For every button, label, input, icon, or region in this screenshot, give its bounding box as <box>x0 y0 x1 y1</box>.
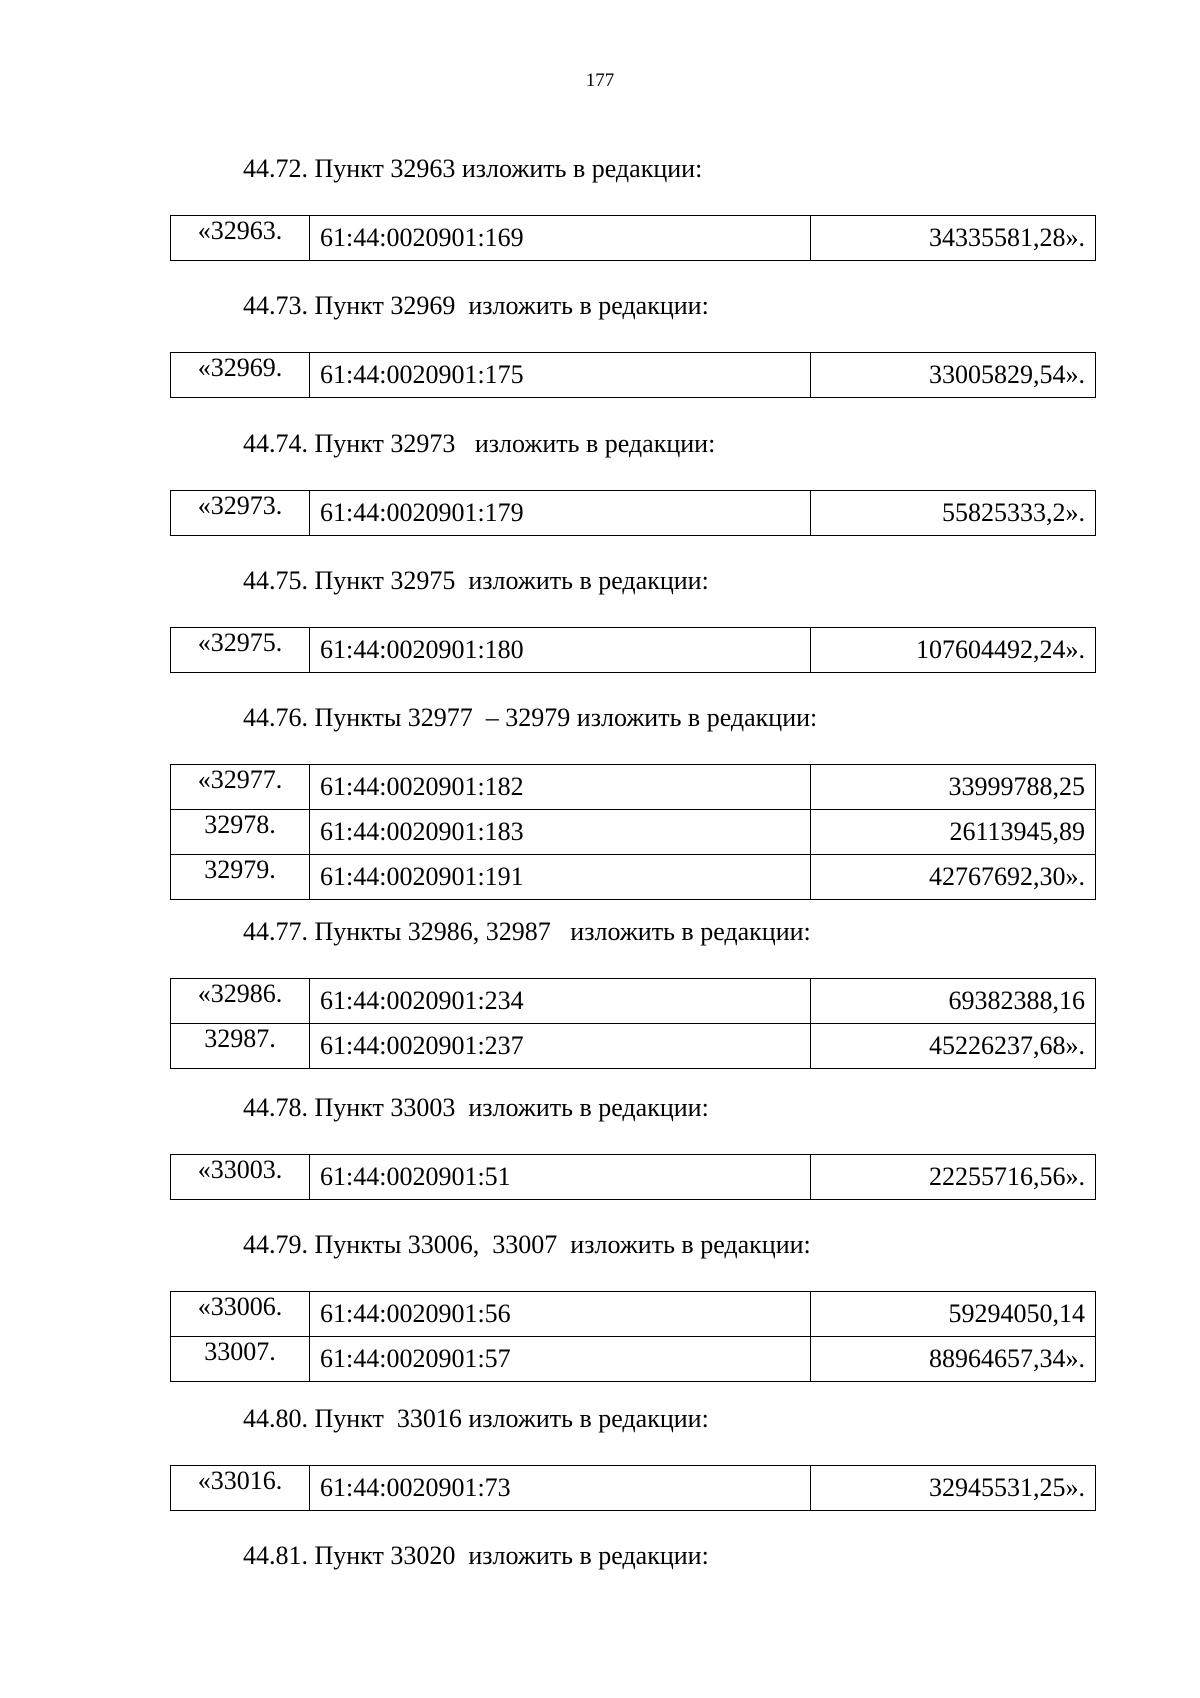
section-heading: 44.73. Пункт 32969 изложить в редакции: <box>243 291 709 320</box>
cadastral-number-cell: 61:44:0020901:169 <box>310 216 811 261</box>
section-heading: 44.75. Пункт 32975 изложить в редакции: <box>243 566 709 595</box>
table-row <box>171 1292 1096 1337</box>
cadastral-number-cell: 61:44:0020901:175 <box>310 353 811 398</box>
table-row <box>171 628 1096 673</box>
item-number-cell: «32986. <box>171 979 310 1024</box>
cadastral-value-cell: 32945531,25». <box>811 1466 1096 1511</box>
item-number-cell: «33003. <box>171 1155 310 1200</box>
item-number-cell: 33007. <box>171 1337 310 1382</box>
item-number-cell: 32978. <box>171 810 310 855</box>
section-heading: 44.72. Пункт 32963 изложить в редакции: <box>243 154 703 183</box>
cadastral-number-cell: 61:44:0020901:191 <box>310 855 811 900</box>
item-number-cell: «32975. <box>171 628 310 673</box>
cadastral-value-cell: 42767692,30». <box>811 855 1096 900</box>
amendment-table <box>170 215 1096 261</box>
amendment-table <box>170 352 1096 398</box>
cadastral-value-cell: 26113945,89 <box>811 810 1096 855</box>
cadastral-value-cell: 59294050,14 <box>811 1292 1096 1337</box>
cadastral-value-cell: 88964657,34». <box>811 1337 1096 1382</box>
section-heading: 44.77. Пункты 32986, 32987 изложить в редакции: <box>243 917 811 946</box>
table-row <box>171 1337 1096 1382</box>
cadastral-value-cell: 55825333,2». <box>811 491 1096 536</box>
cadastral-value-cell: 33005829,54». <box>811 353 1096 398</box>
table-row <box>171 1024 1096 1069</box>
amendment-table <box>170 764 1096 900</box>
section-heading: 44.78. Пункт 33003 изложить в редакции: <box>243 1093 709 1122</box>
item-number-cell: «32963. <box>171 216 310 261</box>
amendment-table <box>170 1291 1096 1382</box>
amendment-table <box>170 1465 1096 1511</box>
cadastral-number-cell: 61:44:0020901:51 <box>310 1155 811 1200</box>
item-number-cell: 32979. <box>171 855 310 900</box>
amendment-table <box>170 1154 1096 1200</box>
section-heading: 44.81. Пункт 33020 изложить в редакции: <box>243 1541 709 1570</box>
cadastral-value-cell: 33999788,25 <box>811 765 1096 810</box>
amendment-table <box>170 490 1096 536</box>
item-number-cell: 32987. <box>171 1024 310 1069</box>
cadastral-value-cell: 45226237,68». <box>811 1024 1096 1069</box>
table-row <box>171 1466 1096 1511</box>
section-heading: 44.79. Пункты 33006, 33007 изложить в редакции: <box>243 1230 811 1259</box>
item-number-cell: «32973. <box>171 491 310 536</box>
cadastral-number-cell: 61:44:0020901:234 <box>310 979 811 1024</box>
cadastral-number-cell: 61:44:0020901:57 <box>310 1337 811 1382</box>
item-number-cell: «33006. <box>171 1292 310 1337</box>
table-row <box>171 491 1096 536</box>
section-heading: 44.80. Пункт 33016 изложить в редакции: <box>243 1404 709 1433</box>
cadastral-number-cell: 61:44:0020901:182 <box>310 765 811 810</box>
cadastral-value-cell: 22255716,56». <box>811 1155 1096 1200</box>
section-heading: 44.74. Пункт 32973 изложить в редакции: <box>243 429 716 458</box>
page-number: 177 <box>585 70 615 91</box>
cadastral-value-cell: 34335581,28». <box>811 216 1096 261</box>
item-number-cell: «32977. <box>171 765 310 810</box>
table-row <box>171 1155 1096 1200</box>
table-row <box>171 855 1096 900</box>
amendment-table <box>170 978 1096 1069</box>
cadastral-value-cell: 107604492,24». <box>811 628 1096 673</box>
item-number-cell: «33016. <box>171 1466 310 1511</box>
cadastral-number-cell: 61:44:0020901:179 <box>310 491 811 536</box>
cadastral-number-cell: 61:44:0020901:180 <box>310 628 811 673</box>
table-row <box>171 353 1096 398</box>
item-number-cell: «32969. <box>171 353 310 398</box>
table-row <box>171 765 1096 810</box>
cadastral-number-cell: 61:44:0020901:183 <box>310 810 811 855</box>
cadastral-value-cell: 69382388,16 <box>811 979 1096 1024</box>
cadastral-number-cell: 61:44:0020901:73 <box>310 1466 811 1511</box>
table-row <box>171 810 1096 855</box>
section-heading: 44.76. Пункты 32977 – 32979 изложить в редакции: <box>243 703 818 732</box>
cadastral-number-cell: 61:44:0020901:237 <box>310 1024 811 1069</box>
table-row <box>171 979 1096 1024</box>
table-row <box>171 216 1096 261</box>
amendment-table <box>170 627 1096 673</box>
cadastral-number-cell: 61:44:0020901:56 <box>310 1292 811 1337</box>
